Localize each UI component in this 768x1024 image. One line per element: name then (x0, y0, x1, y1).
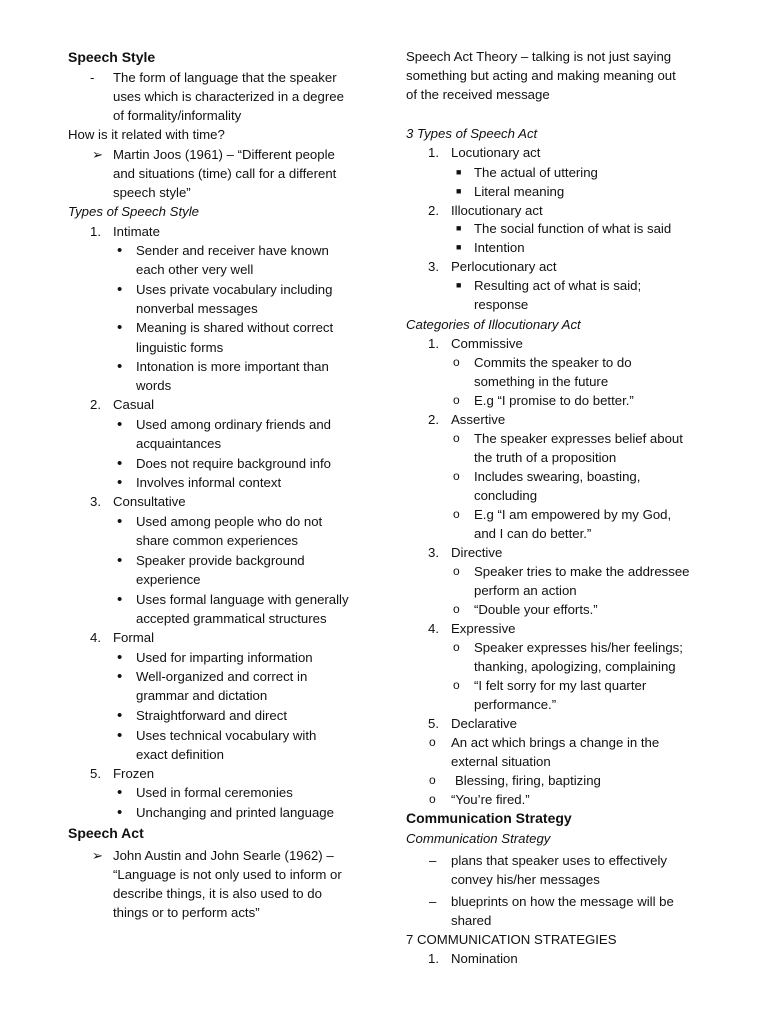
list-item: concluding (474, 488, 538, 503)
list-item: Does not require background info (136, 456, 332, 471)
list-item: shared (451, 913, 492, 928)
circle-bullet-icon: o (453, 602, 460, 616)
list-item: An act which brings a change in the (451, 735, 660, 750)
list-number: 2. (428, 412, 439, 427)
square-bullet-icon: ■ (456, 186, 462, 196)
bullet-icon: • (117, 649, 123, 666)
list-item: The social function of what is said (474, 221, 672, 236)
definition-line: of formality/informality (113, 108, 242, 123)
circle-bullet-icon: o (429, 735, 436, 749)
quote-line: speech style” (113, 185, 191, 200)
list-item: Meaning is shared without correct (136, 320, 334, 335)
list-number: 5. (90, 766, 101, 781)
bullet-icon: • (117, 727, 123, 744)
list-item: linguistic forms (136, 340, 224, 355)
list-item: perform an action (474, 583, 577, 598)
act-label: Perlocutionary act (451, 259, 557, 274)
list-item: Used among ordinary friends and (136, 417, 331, 432)
circle-bullet-icon: o (429, 773, 436, 787)
list-item: each other very well (136, 262, 254, 277)
square-bullet-icon: ■ (456, 242, 462, 252)
style-label: Intimate (113, 224, 160, 239)
list-item: experience (136, 572, 201, 587)
list-item: nonverbal messages (136, 301, 258, 316)
bullet-icon: • (117, 242, 123, 259)
communication-subtitle: Communication Strategy (406, 831, 551, 846)
list-item: Literal meaning (474, 184, 565, 199)
list-item: Used for imparting information (136, 650, 313, 665)
list-number: 4. (90, 630, 101, 645)
list-number: 5. (428, 716, 439, 731)
circle-bullet-icon: o (453, 355, 460, 369)
question-line: How is it related with time? (68, 127, 225, 142)
list-item: E.g “I promise to do better.” (474, 393, 634, 408)
bullet-icon: • (117, 281, 123, 298)
list-item: words (136, 378, 172, 393)
speech-style-title: Speech Style (68, 49, 156, 65)
circle-bullet-icon: o (453, 678, 460, 692)
list-item: performance.” (474, 697, 557, 712)
list-item: acquaintances (136, 436, 222, 451)
types-heading: Types of Speech Style (68, 204, 199, 219)
definition-line: The form of language that the speaker (113, 70, 337, 85)
list-item: Involves informal context (136, 475, 282, 490)
theory-line: Speech Act Theory – talking is not just saying (406, 49, 672, 64)
list-item: exact definition (136, 747, 224, 762)
arrow-bullet-icon: ➢ (92, 848, 104, 863)
list-item: Blessing, firing, baptizing (455, 773, 601, 788)
quote-line: and situations (time) call for a different (113, 166, 337, 181)
list-item: Resulting act of what is said; (474, 278, 642, 293)
circle-bullet-icon: o (453, 393, 460, 407)
list-item: “I felt sorry for my last quarter (474, 678, 647, 693)
circle-bullet-icon: o (453, 431, 460, 445)
list-item: Intention (474, 240, 525, 255)
quote-line: Martin Joos (1961) – “Different people (113, 147, 335, 162)
act-label: Illocutionary act (451, 203, 543, 218)
list-item: something in the future (474, 374, 609, 389)
bullet-icon: • (117, 455, 123, 472)
list-item: Commits the speaker to do (474, 355, 632, 370)
list-item: The actual of uttering (474, 165, 598, 180)
bullet-icon: • (117, 319, 123, 336)
quote-line: “Language is not only used to inform or (113, 867, 342, 882)
list-number: 2. (428, 203, 439, 218)
circle-bullet-icon: o (429, 792, 436, 806)
style-label: Frozen (113, 766, 155, 781)
quote-line: John Austin and John Searle (1962) – (113, 848, 334, 863)
style-label: Casual (113, 397, 155, 412)
list-item: Used among people who do not (136, 514, 323, 529)
list-item: E.g “I am empowered by my God, (474, 507, 672, 522)
list-item: share common experiences (136, 533, 298, 548)
bullet-icon: • (117, 552, 123, 569)
list-item: Used in formal ceremonies (136, 785, 293, 800)
bullet-icon: • (117, 707, 123, 724)
list-number: 3. (428, 259, 439, 274)
communication-title: Communication Strategy (406, 810, 572, 826)
list-item: Well-organized and correct in (136, 669, 308, 684)
style-label: Consultative (113, 494, 186, 509)
list-item: Straightforward and direct (136, 708, 287, 723)
list-item: response (474, 297, 529, 312)
list-number: 3. (90, 494, 101, 509)
list-item: Unchanging and printed language (136, 805, 334, 820)
list-number: 1. (90, 224, 101, 239)
list-item: Speaker expresses his/her feelings; (474, 640, 683, 655)
theory-line: something but acting and making meaning out (406, 68, 676, 83)
quote-line: things or to perform acts” (113, 905, 260, 920)
act-label: Locutionary act (451, 145, 541, 160)
list-item: “You’re fired.” (451, 792, 530, 807)
circle-bullet-icon: o (453, 564, 460, 578)
theory-line: of the received message (406, 87, 550, 102)
strategies-heading: 7 COMMUNICATION STRATEGIES (406, 932, 617, 947)
bullet-icon: • (117, 513, 123, 530)
definition-line: uses which is characterized in a degree (113, 89, 344, 104)
list-item: Sender and receiver have known (136, 243, 329, 258)
circle-bullet-icon: o (453, 640, 460, 654)
category-label: Commissive (451, 336, 523, 351)
list-item: Uses technical vocabulary with (136, 728, 317, 743)
list-item: convey his/her messages (451, 872, 600, 887)
list-number: 1. (428, 336, 439, 351)
list-number: 1. (428, 145, 439, 160)
bullet-icon: • (117, 416, 123, 433)
category-label: Directive (451, 545, 503, 560)
dash-marker: – (429, 894, 437, 909)
list-item: thanking, apologizing, complaining (474, 659, 676, 674)
bullet-icon: • (117, 668, 123, 685)
list-item: The speaker expresses belief about (474, 431, 683, 446)
list-number: 2. (90, 397, 101, 412)
arrow-bullet-icon: ➢ (92, 147, 104, 162)
categories-heading: Categories of Illocutionary Act (406, 317, 581, 332)
list-item: “Double your efforts.” (474, 602, 598, 617)
square-bullet-icon: ■ (456, 280, 462, 290)
circle-bullet-icon: o (453, 507, 460, 521)
list-item: blueprints on how the message will be (451, 894, 674, 909)
list-item: Speaker provide background (136, 553, 305, 568)
dash-marker: – (429, 853, 437, 868)
bullet-icon: • (117, 804, 123, 821)
list-item: and I can do better.” (474, 526, 592, 541)
list-item: Intonation is more important than (136, 359, 329, 374)
square-bullet-icon: ■ (456, 167, 462, 177)
list-item: grammar and dictation (136, 688, 268, 703)
list-item: Uses formal language with generally (136, 592, 349, 607)
quote-line: describe things, it is also used to do (113, 886, 322, 901)
dash-marker: - (90, 70, 95, 85)
category-label: Assertive (451, 412, 506, 427)
list-item: Includes swearing, boasting, (474, 469, 641, 484)
list-item: external situation (451, 754, 551, 769)
list-item: plans that speaker uses to effectively (451, 853, 668, 868)
bullet-icon: • (117, 784, 123, 801)
list-item: accepted grammatical structures (136, 611, 327, 626)
list-item: Nomination (451, 951, 518, 966)
square-bullet-icon: ■ (456, 223, 462, 233)
category-label: Expressive (451, 621, 516, 636)
circle-bullet-icon: o (453, 469, 460, 483)
list-number: 1. (428, 951, 439, 966)
types-heading: 3 Types of Speech Act (406, 126, 538, 141)
bullet-icon: • (117, 591, 123, 608)
list-item: Uses private vocabulary including (136, 282, 333, 297)
list-item: Speaker tries to make the addressee (474, 564, 690, 579)
category-label: Declarative (451, 716, 517, 731)
bullet-icon: • (117, 358, 123, 375)
list-item: the truth of a proposition (474, 450, 617, 465)
list-number: 4. (428, 621, 439, 636)
speech-act-title: Speech Act (68, 825, 144, 841)
list-number: 3. (428, 545, 439, 560)
style-label: Formal (113, 630, 155, 645)
bullet-icon: • (117, 474, 123, 491)
